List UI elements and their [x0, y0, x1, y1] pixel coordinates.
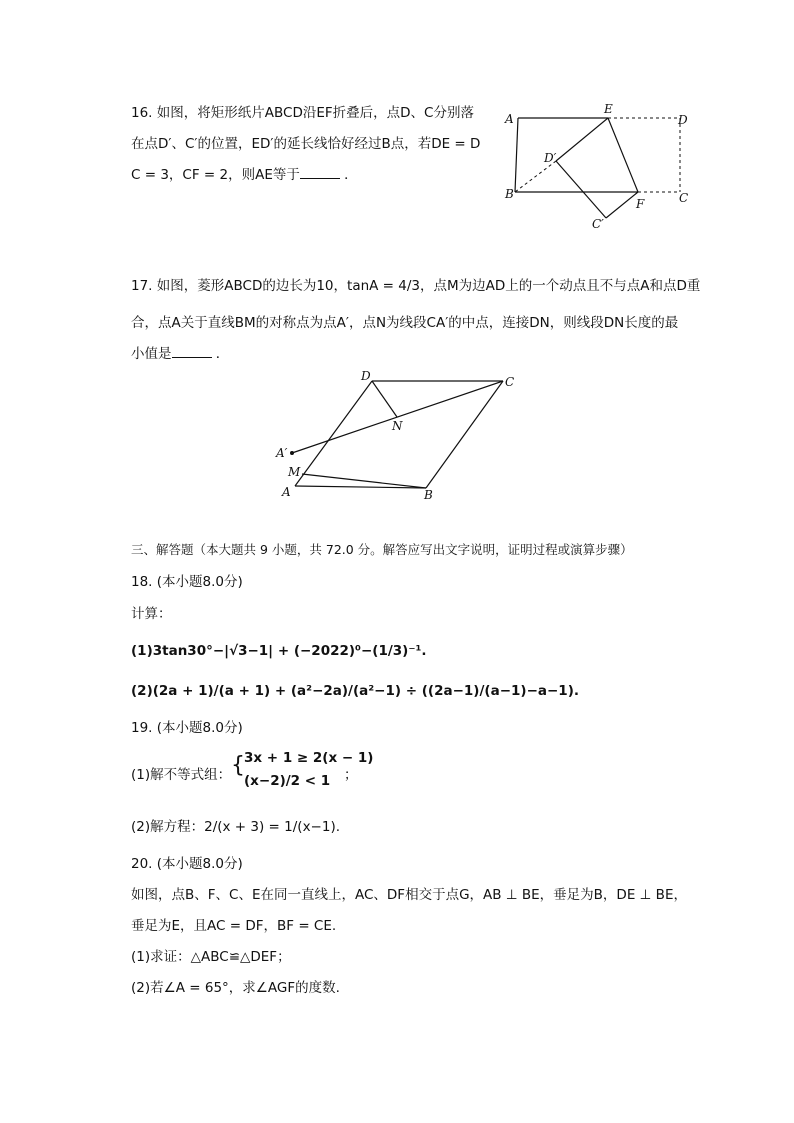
segment-dn — [372, 381, 397, 417]
label-c: C — [679, 191, 689, 205]
q20-header: 20. (本小题8.0分) — [131, 856, 243, 872]
point-a-prime — [290, 451, 294, 455]
q17-figure — [270, 366, 530, 510]
label-a: A — [282, 485, 291, 499]
q19-part-2: (2)解方程：2/(x + 3) = 1/(x−1). — [131, 819, 341, 835]
q19-inequality-1: 3x + 1 ≥ 2(x − 1) — [244, 750, 374, 766]
label-e: E — [604, 102, 613, 116]
q17-line-3 — [131, 345, 229, 363]
label-b: B — [424, 488, 433, 502]
label-d: D — [678, 113, 688, 127]
q17-line-3-text: 小值是 — [131, 346, 172, 362]
label-n: N — [392, 419, 403, 433]
q16-line-3-text: C = 3，CF = 2，则AE等于 — [131, 167, 300, 183]
system-brace: { — [231, 753, 245, 778]
label-b: B — [505, 187, 514, 201]
q16-line-2: 在点D′、C′的位置，ED′的延长线恰好经过B点，若DE = D — [131, 136, 481, 152]
q20-part-2: (2)若∠A = 65°，求∠AGF的度数. — [131, 980, 340, 996]
q16-line-1: 16. 如图，将矩形纸片ABCD沿EF折叠后，点D、C分别落 — [131, 105, 474, 121]
q19-part-1-label: (1)解不等式组： — [131, 767, 232, 783]
answer-blank — [172, 345, 212, 358]
segment-a-prime-c — [292, 381, 503, 453]
q16-line-3-end: ． — [344, 167, 358, 183]
q19-part-1-end: ； — [344, 767, 358, 783]
answer-blank — [300, 166, 340, 179]
q17-line-2: 合，点A关于直线BM的对称点为点A′，点N为线段CA′的中点，连接DN，则线段DN长度的最 — [131, 315, 679, 331]
q16-line-3 — [131, 166, 358, 184]
q20-line-2: 垂足为E，且AC = DF，BF = CE. — [131, 918, 337, 934]
segment-ef — [608, 118, 638, 192]
segment-d-prime-c-prime — [556, 161, 606, 218]
label-m: M — [288, 465, 301, 479]
label-a: A — [505, 112, 514, 126]
q18-intro: 计算： — [131, 606, 172, 622]
segment-da — [295, 381, 372, 486]
section-3-heading: 三、解答题（本大题共 9 小题，共 72.0 分。解答应写出文字说明，证明过程或演算步骤） — [131, 542, 633, 557]
segment-ab — [515, 118, 518, 192]
q16-figure — [498, 100, 708, 244]
segment-cb — [426, 381, 503, 488]
label-c-prime: C′ — [592, 217, 604, 231]
q18-part-1: (1)3tan30°−|√3−1| + (−2022)⁰−(1/3)⁻¹. — [131, 643, 427, 659]
q17-line-3-end: ． — [215, 346, 230, 362]
label-a-prime: A′ — [276, 446, 288, 460]
label-d-prime: D′ — [544, 151, 557, 165]
segment-ed-prime — [556, 118, 608, 161]
q18-part-2: (2)(2a + 1)/(a + 1) + (a²−2a)/(a²−1) ÷ ((2a−1)/(a−1)−a−1). — [131, 683, 579, 699]
segment-d-prime-b-dashed — [515, 161, 556, 192]
q17-line-1: 17. 如图，菱形ABCD的边长为10，tanA = 4/3，点M为边AD上的一个动点且不与点A和点D重 — [131, 278, 701, 294]
q20-line-1: 如图，点B、F、C、E在同一直线上，AC、DF相交于点G，AB ⊥ BE，垂足为B，DE ⊥ BE， — [131, 887, 687, 903]
q20-part-1: (1)求证：△ABC≌△DEF； — [131, 949, 291, 965]
q19-inequality-2: (x−2)/2 < 1 — [244, 773, 331, 789]
label-d: D — [361, 369, 371, 383]
q19-header: 19. (本小题8.0分) — [131, 720, 243, 736]
q18-header: 18. (本小题8.0分) — [131, 574, 243, 590]
label-c: C — [505, 375, 515, 389]
segment-c-prime-f — [606, 192, 638, 218]
label-f: F — [636, 197, 645, 211]
